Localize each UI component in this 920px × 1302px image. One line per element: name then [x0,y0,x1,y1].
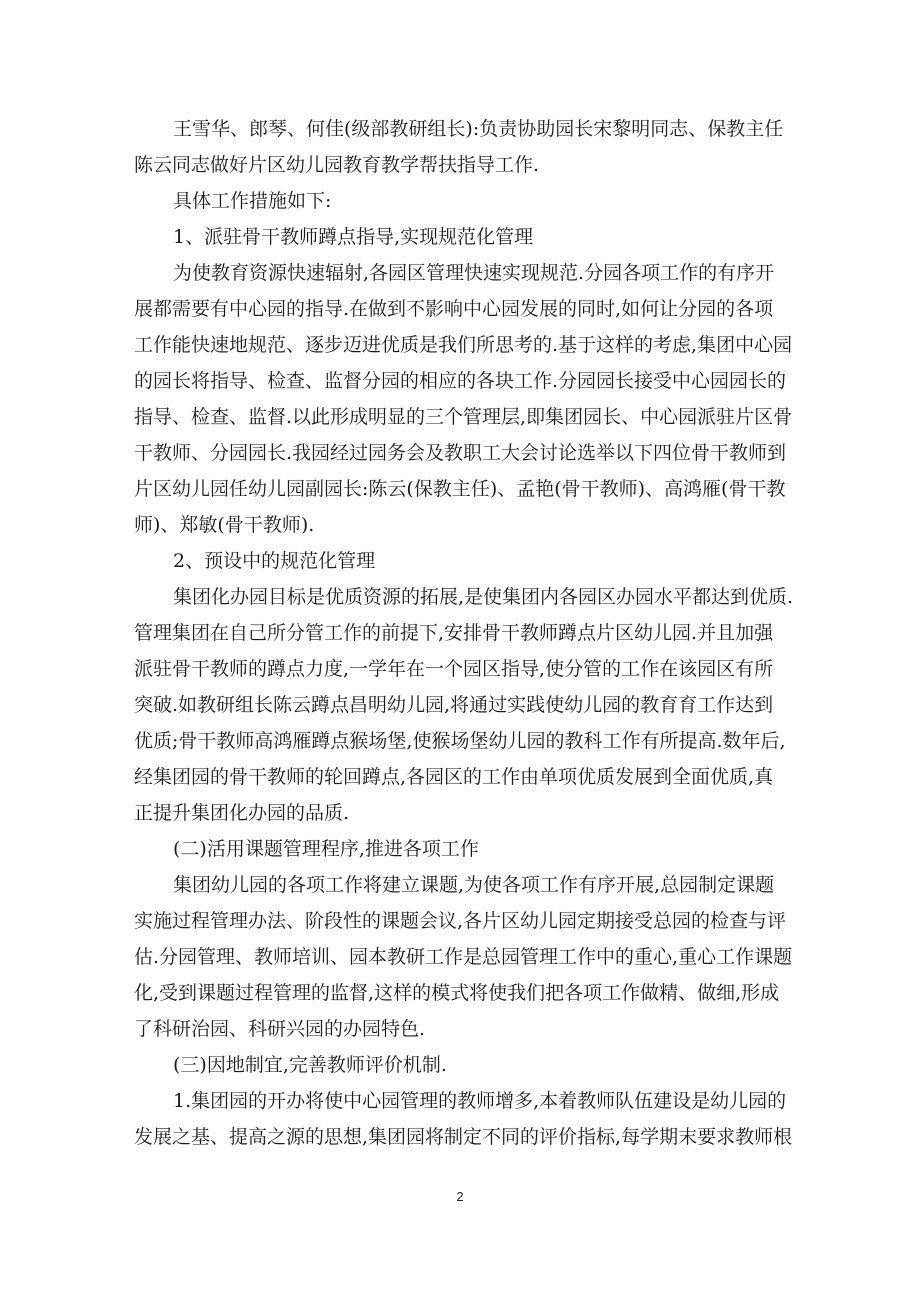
text-line: 片区幼儿园任幼儿园副园长:陈云(保教主任)、孟艳(骨干教师)、高鸿雁(骨干教 [134,478,786,500]
paragraph [134,579,799,831]
text-line: 干教师、分园园长.我园经过园务会及教职工大会讨论选举以下四位骨干教师到 [134,442,787,464]
paragraph [134,1083,799,1155]
text-line: 师)、郑敏(骨干教师). [134,514,315,536]
text-line: 经集团园的骨干教师的轮回蹲点,各园区的工作由单项优质发展到全面优质,真 [134,766,774,788]
text-line: 1.集团园的开办将使中心园管理的教师增多,本着教师队伍建设是幼儿园的 [173,1090,787,1112]
text-line: (二)活用课题管理程序,推进各项工作 [173,838,479,860]
paragraph [134,255,799,543]
text-line: 的园长将指导、检查、监督分园的相应的各块工作.分园园长接受中心园园长的 [134,370,787,392]
paragraph [134,219,799,255]
text-line: 具体工作措施如下: [173,190,332,212]
text-line: 管理集团在自己所分管工作的前提下,安排骨干教师蹲点片区幼儿园.并且加强 [134,622,774,644]
paragraph [134,867,799,1047]
text-line: 实施过程管理办法、阶段性的课题会议,各片区幼儿园定期接受总园的检查与评 [134,910,787,932]
text-line: 集团幼儿园的各项工作将建立课题,为使各项工作有序开展,总园制定课题 [173,874,775,896]
text-line: (三)因地制宜,完善教师评价机制. [173,1054,447,1076]
text-line: 发展之基、提高之源的思想,集团园将制定不同的评价指标,每学期末要求教师根 [134,1126,793,1148]
text-line: 1、派驻骨干教师蹲点指导,实现规范化管理 [173,226,534,248]
text-line: 优质;骨干教师高鸿雁蹲点猴场堡,使猴场堡幼儿园的教科工作有所提高.数年后, [134,730,786,752]
text-line: 工作能快速地规范、逐步迈进优质是我们所思考的.基于这样的考虑,集团中心园 [134,334,793,356]
document-body [134,111,799,1155]
text-line: 为使教育资源快速辐射,各园区管理快速实现规范.分园各项工作的有序开 [173,262,775,284]
paragraph [134,831,799,867]
text-line: 派驻骨干教师的蹲点力度,一学年在一个园区指导,使分管的工作在该园区有所 [134,658,774,680]
text-line: 正提升集团化办园的品质. [134,802,350,824]
text-line: 展都需要有中心园的指导.在做到不影响中心园发展的同时,如何让分园的各项 [134,298,774,320]
text-line: 2、预设中的规范化管理 [173,550,376,572]
text-line: 王雪华、郎琴、何佳(级部教研组长):负责协助园长宋黎明同志、保教主任 [173,118,784,140]
text-line: 指导、检查、监督.以此形成明显的三个管理层,即集团园长、中心园派驻片区骨 [134,406,793,428]
text-line: 估.分园管理、教师培训、园本教研工作是总园管理工作中的重心,重心工作课题 [134,946,793,968]
text-line: 了科研治园、科研兴园的办园特色. [134,1018,426,1040]
page-number: 2 [456,1189,464,1204]
text-line: 突破.如教研组长陈云蹲点昌明幼儿园,将通过实践使幼儿园的教育育工作达到 [134,694,774,716]
paragraph [134,183,799,219]
paragraph [134,1047,799,1083]
text-line: 化,受到课题过程管理的监督,这样的模式将使我们把各项工作做精、做细,形成 [134,982,780,1004]
paragraph [134,543,799,579]
text-line: 陈云同志做好片区幼儿园教育教学帮扶指导工作. [134,154,540,176]
text-line: 集团化办园目标是优质资源的拓展,是使集团内各园区办园水平都达到优质. [173,586,794,608]
paragraph [134,111,799,183]
